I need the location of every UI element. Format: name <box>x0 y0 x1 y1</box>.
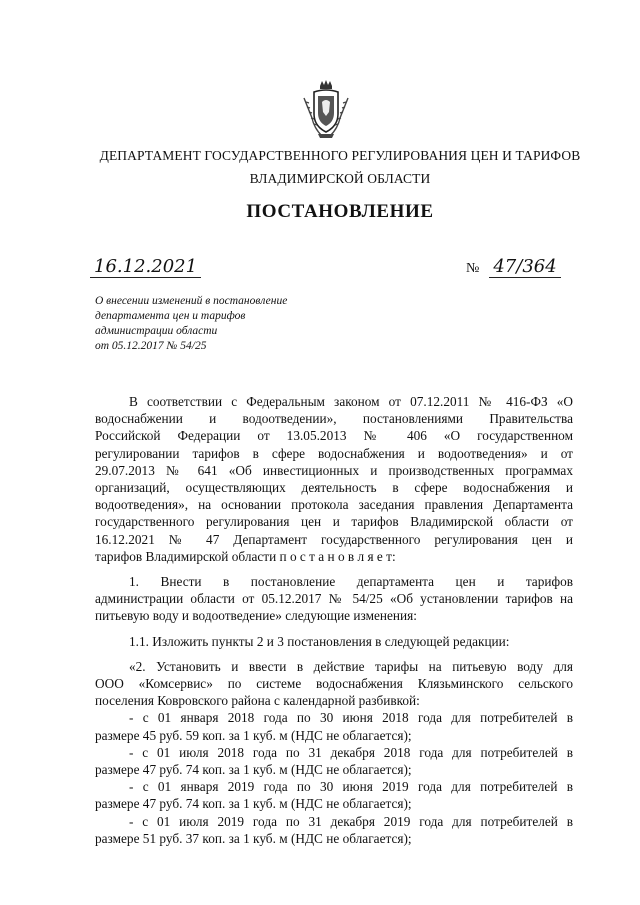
subject-line: О внесении изменений в постановление <box>95 295 288 307</box>
subject-line: от 05.12.2017 № 54/25 <box>95 340 207 352</box>
department-name: ДЕПАРТАМЕНТ ГОСУДАРСТВЕННОГО РЕГУЛИРОВАНИЯ ЦЕН И ТАРИФОВ <box>99 148 581 163</box>
tariff-line: - с 01 января 2018 года по 30 июня 2018 года для потребителей в <box>129 710 573 726</box>
tariff-line: размере 47 руб. 74 коп. за 1 куб. м (НДС не облагается); <box>95 796 412 812</box>
preamble-line: государственного регулирования цен и тарифов Владимирской области от <box>95 514 573 530</box>
item1-line: питьевую воду и водоотведение» следующие изменения: <box>95 608 417 624</box>
tariff-line: - с 01 января 2019 года по 30 июня 2019 года для потребителей в <box>129 779 573 795</box>
preamble-line: организаций, осуществляющих деятельность в сфере водоснабжения и <box>95 480 573 496</box>
tariff-line: размере 51 руб. 37 коп. за 1 куб. м (НДС не облагается); <box>95 830 412 846</box>
number-label: № <box>466 261 480 276</box>
preamble-line: регулировании тарифов в сфере водоснабжения и водоотведения» и от <box>95 445 573 461</box>
item1-line: администрации области от 05.12.2017 № 54/25 «Об установлении тарифов на <box>95 591 573 607</box>
preamble-line: 29.07.2013 № 641 «Об инвестиционных и производственных программах <box>95 462 573 478</box>
preamble-line: Российской Федерации от 13.05.2013 № 406 «О государственном <box>95 428 573 444</box>
coat-of-arms-icon <box>302 78 350 140</box>
preamble-line: тарифов Владимирской области п о с т а н о в л я е т: <box>95 548 396 564</box>
tariff-line: - с 01 июля 2018 года по 31 декабря 2018 года для потребителей в <box>129 744 573 760</box>
tariff-line: - с 01 июля 2019 года по 31 декабря 2019 года для потребителей в <box>129 813 573 829</box>
item2-line: «2. Установить и ввести в действие тарифы на питьевую воду для <box>129 658 573 674</box>
document-number-block <box>466 256 561 277</box>
subject-line: администрации области <box>95 325 218 337</box>
preamble-line: водоснабжении и водоотведении», постановлениями Правительства <box>95 411 573 427</box>
document-body <box>95 393 573 847</box>
subject-line: департамента цен и тарифов <box>95 310 246 322</box>
preamble-line: водоотведения», на основании протокола заседания правления Департамента <box>95 497 573 513</box>
item2-line: поселения Ковровского района с календарной разбивкой: <box>95 693 420 709</box>
item1-1-line: 1.1. Изложить пункты 2 и 3 постановления в следующей редакции: <box>129 633 510 649</box>
document-title: ПОСТАНОВЛЕНИЕ <box>246 201 434 222</box>
tariff-line: размере 47 руб. 74 коп. за 1 куб. м (НДС не облагается); <box>95 762 412 778</box>
preamble-line: В соответствии с Федеральным законом от 07.12.2011 № 416-ФЗ «О <box>129 394 573 409</box>
document-subject <box>95 294 395 354</box>
preamble-line: 16.12.2021 № 47 Департамент государственного регулирования цен и <box>95 531 573 547</box>
document-date: 16.12.2021 <box>90 256 201 278</box>
tariff-line: размере 45 руб. 59 коп. за 1 куб. м (НДС не облагается); <box>95 727 412 743</box>
item2-line: ООО «Комсервис» по системе водоснабжения Клязьминского сельского <box>95 676 573 692</box>
region-name: ВЛАДИМИРСКОЙ ОБЛАСТИ <box>249 171 431 186</box>
document-number: 47/364 <box>489 256 560 278</box>
item1-line: 1. Внести в постановление департамента цен и тарифов <box>129 574 573 590</box>
